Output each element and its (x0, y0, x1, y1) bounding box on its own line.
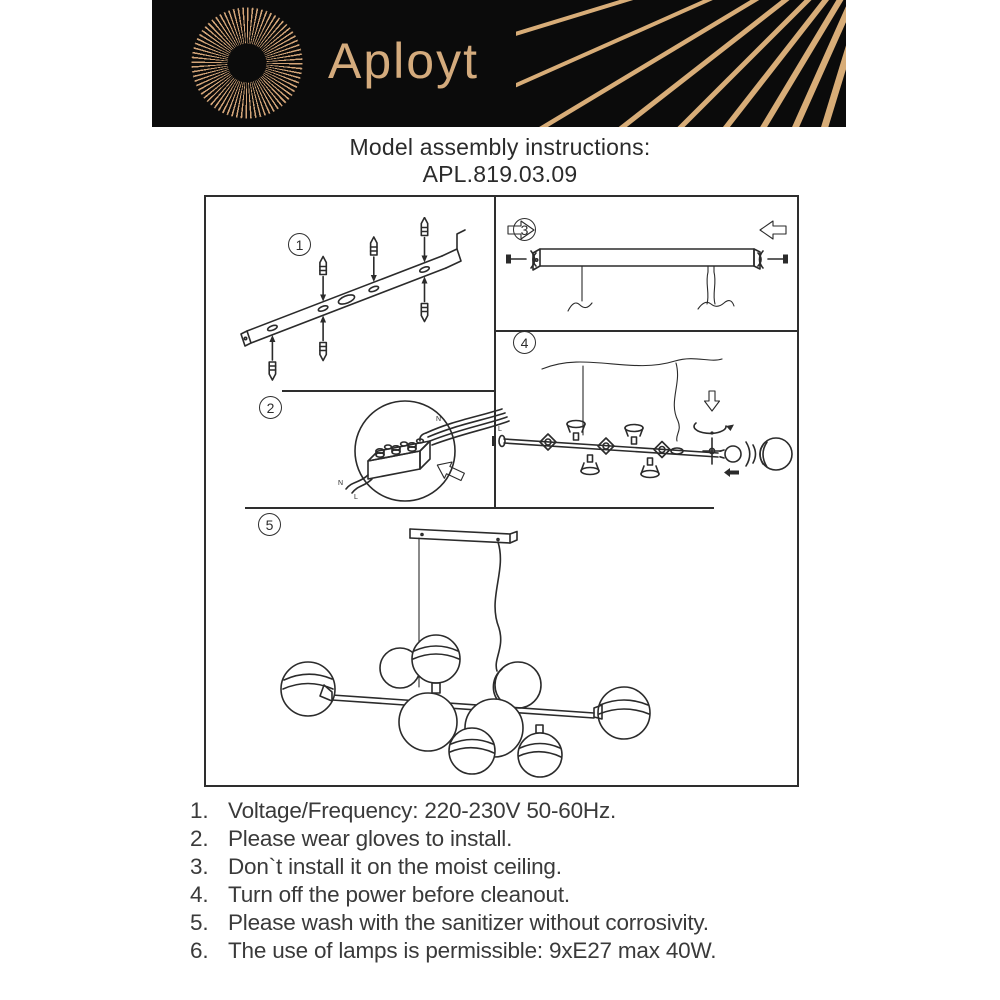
instruction-item (190, 797, 830, 825)
instruction-number: 6. (190, 938, 209, 963)
instruction-item (190, 853, 830, 881)
instruction-number: 3. (190, 854, 209, 879)
step4-diagram-frame-assembly (490, 339, 796, 507)
instruction-number: 4. (190, 882, 209, 907)
step1-diagram-mounting-bar (224, 217, 474, 385)
step2-diagram-wiring (302, 395, 512, 507)
brand-banner (152, 0, 846, 127)
brand-logo-text: Aployt (328, 33, 479, 89)
panel-divider-bottom (245, 507, 714, 509)
panel-divider-left (282, 390, 496, 392)
step-badge-2: 2 (259, 396, 282, 419)
instruction-text: Please wash with the sanitizer without corrosivity. (228, 910, 709, 935)
rays-icon (516, 0, 846, 127)
instruction-text: The use of lamps is permissible: 9xE27 max 40W. (228, 938, 717, 963)
wire-label-live-bottom: L (354, 494, 358, 501)
step-badge-3: 3 (513, 218, 536, 241)
step-badge-4: 4 (513, 331, 536, 354)
instruction-text: Voltage/Frequency: 220-230V 50-60Hz. (228, 798, 617, 823)
instruction-text: Don`t install it on the moist ceiling. (228, 854, 562, 879)
instruction-number: 5. (190, 910, 209, 935)
panel-divider-right (494, 330, 797, 332)
step-badge-5: 5 (258, 513, 281, 536)
step3-diagram-bar-screws (502, 209, 792, 327)
instruction-item (190, 881, 830, 909)
sunburst-icon (186, 2, 308, 124)
instructions-list (190, 797, 830, 965)
step-badge-1: 1 (288, 233, 311, 256)
model-number: APL.819.03.09 (422, 161, 578, 187)
wire-label-neutral-bottom: N (338, 480, 344, 487)
instruction-item (190, 909, 830, 937)
instruction-number: 1. (190, 798, 209, 823)
instruction-number: 2. (190, 826, 209, 851)
instruction-text: Turn off the power before cleanout. (228, 882, 570, 907)
instruction-item (190, 825, 830, 853)
step5-diagram-finished-fixture (232, 513, 777, 779)
assembly-diagram-box (204, 195, 799, 787)
page-title: Model assembly instructions: (349, 134, 651, 160)
instruction-text: Please wear gloves to install. (228, 826, 513, 851)
wire-label-live-top: L (498, 426, 502, 433)
wire-label-neutral-top: N (436, 416, 442, 423)
instruction-item (190, 937, 830, 965)
